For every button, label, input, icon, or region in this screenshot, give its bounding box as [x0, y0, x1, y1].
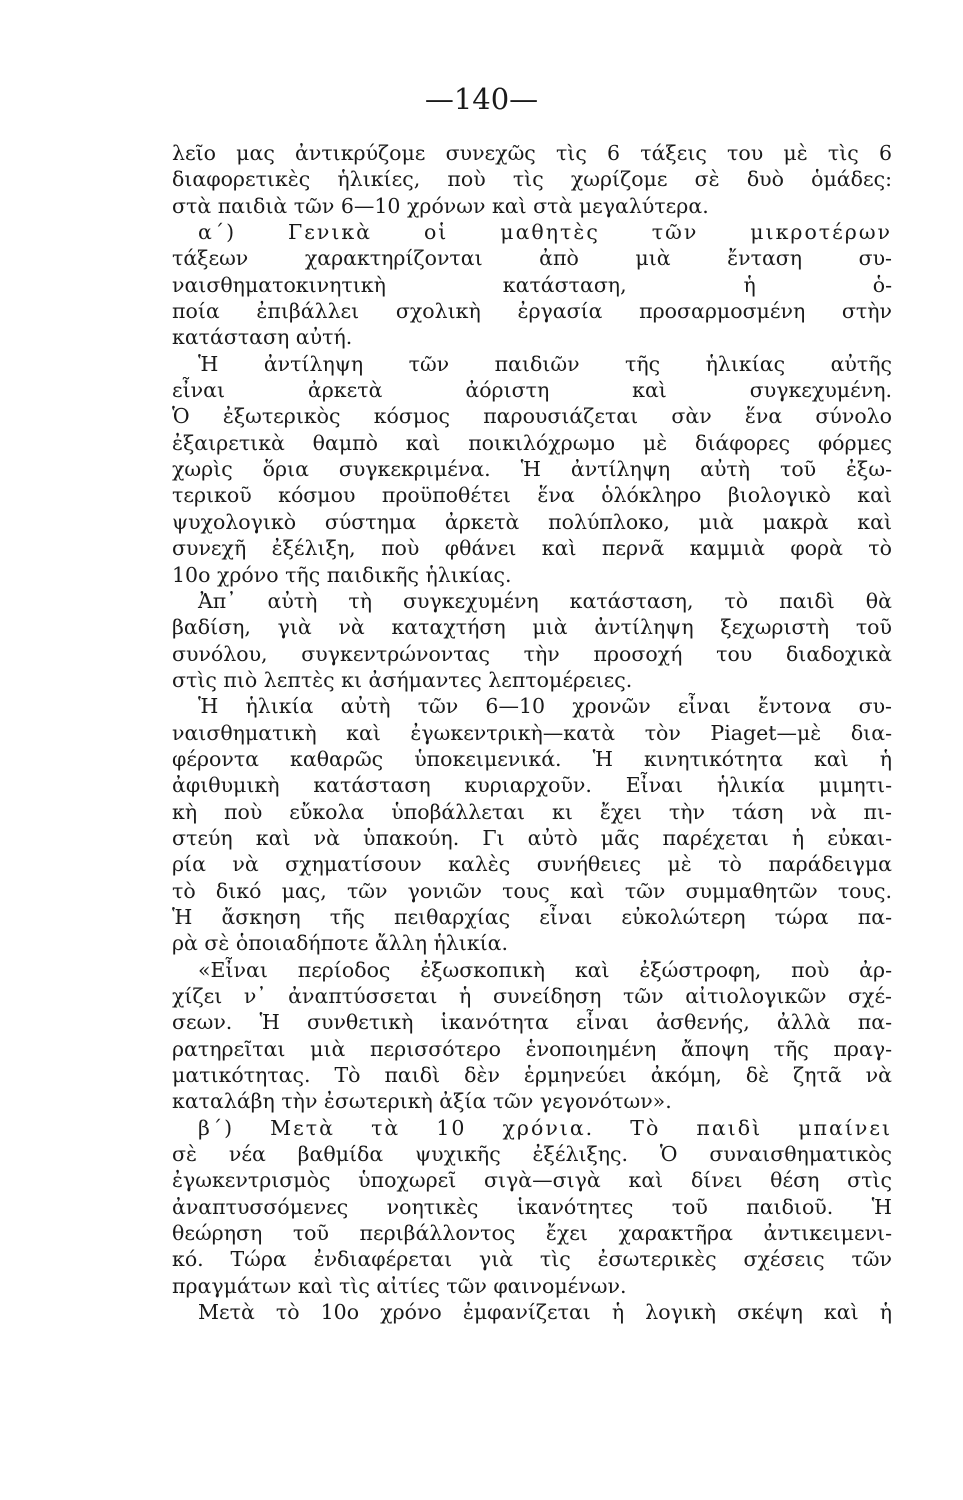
text-line: φέροντα καθαρῶς ὑποκειμενικά. Ἡ κινητικότητα καὶ ἡ [172, 746, 892, 771]
text-line: Ἡ ἄσκηση τῆς πειθαρχίας εἶναι εὐκολώτερη τώρα πα- [172, 904, 892, 929]
text-line: ἀναπτυσσόμενες νοητικὲς ἱκανότητες τοῦ παιδιοῦ. Ἡ [172, 1194, 892, 1219]
text-line: τὸ δικό μας, τῶν γονιῶν τους καὶ τῶν συμμαθητῶν τους. [172, 878, 892, 903]
text-line: «Εἶναι περίοδος ἐξωσκοπικὴ καὶ ἐξώστροφη, ποὺ ἀρ- [198, 957, 892, 982]
text-line: χωρὶς ὅρια συγκεκριμένα. Ἡ ἀντίληψη αὐτὴ τοῦ ἐξω- [172, 457, 892, 482]
text-line: διαφορετικὲς ἡλικίες, ποὺ τὶς χωρίζομε σὲ δυὸ ὁμάδες: [172, 167, 892, 192]
text-line: ψυχολογικὸ σύστημα ἀρκετὰ πολύπλοκο, μιὰ μακρὰ καὶ [172, 509, 892, 534]
text-line: ἐγωκεντρισμὸς ὑποχωρεῖ σιγὰ—σιγὰ καὶ δίνει θέση στὶς [172, 1168, 892, 1193]
text-line: ναισθηματοκινητικὴ κατάσταση, ἡ ὁ- [172, 272, 892, 297]
text-line: ναισθηματικὴ καὶ ἐγωκεντρικὴ—κατὰ τὸν Piaget—μὲ δια- [172, 720, 892, 745]
text-line: στὶς πιὸ λεπτὲς κι ἀσήμαντες λεπτομέρειες. [172, 667, 633, 692]
text-line: ρία νὰ σχηματίσουν καλὲς συνήθειες μὲ τὸ παράδειγμα [172, 852, 892, 877]
text-line: χίζει ν᾿ ἀναπτύσσεται ἡ συνείδηση τῶν αἰτιολογικῶν σχέ- [172, 984, 892, 1008]
text-line: τάξεων χαρακτηρίζονται ἀπὸ μιὰ ἔνταση συ- [172, 246, 892, 271]
text-line: ποία ἐπιβάλλει σχολικὴ ἐργασία προσαρμοσμένη στὴν [172, 299, 892, 324]
text-line: κό. Τώρα ἐνδιαφέρεται γιὰ τὶς ἐσωτερικὲς σχέσεις τῶν [172, 1247, 892, 1272]
text-line: συνόλου, συγκεντρώνοντας τὴν προσοχή του διαδοχικὰ [172, 641, 892, 666]
body-text [172, 140, 892, 1325]
text-line: στεύη καὶ νὰ ὑπακούη. Γι αὐτὸ μᾶς παρέχεται ἡ εὐκαι- [172, 825, 892, 850]
text-line: ἐξαιρετικὰ θαμπὸ καὶ ποικιλόχρωμο μὲ διάφορες φόρμες [172, 430, 892, 455]
text-line: πραγμάτων καὶ τὶς αἰτίες τῶν φαινομένων. [172, 1273, 627, 1298]
text-line: Μετὰ τὸ 10ο χρόνο ἐμφανίζεται ἡ λογικὴ σκέψη καὶ ἡ [198, 1300, 892, 1325]
text-line: στὰ παιδιὰ τῶν 6—10 χρόνων καὶ στὰ μεγαλύτερα. [172, 193, 709, 218]
text-line: βαδίση, γιὰ νὰ καταχτήση μιὰ ἀντίληψη ξεχωριστὴ τοῦ [172, 615, 892, 640]
text-line: συνεχῆ ἐξέλιξη, ποὺ φθάνει καὶ περνᾶ καμμιὰ φορὰ τὸ [172, 536, 892, 561]
text-line: λεῖο μας ἀντικρύζομε συνεχῶς τὶς 6 τάξεις του μὲ τὶς 6 [172, 141, 892, 165]
text-line: 10ο χρόνο τῆς παιδικῆς ἡλικίας. [172, 562, 512, 587]
text-line: κὴ ποὺ εὔκολα ὑποβάλλεται κι ἔχει τὴν τάση νὰ πι- [172, 799, 892, 824]
text-line: ρὰ σὲ ὁποιαδήποτε ἄλλη ἡλικία. [172, 931, 509, 956]
section-heading-line: β΄) Μετὰ τὰ 10 χρόνια. Τὸ παιδὶ μπαίνει [198, 1115, 892, 1140]
text-line: ρατηρεῖται μιὰ περισσότερο ἑνοποιημένη ἄποψη τῆς πραγ- [172, 1036, 892, 1061]
text-line: Ὁ ἐξωτερικὸς κόσμος παρουσιάζεται σὰν ἕνα σύνολο [172, 404, 892, 429]
text-line: ματικότητας. Τὸ παιδὶ δὲν ἑρμηνεύει ἀκόμη, δὲ ζητᾶ νὰ [172, 1063, 892, 1088]
section-heading-line: α΄) Γενικὰ οἱ μαθητὲς τῶν μικροτέρων [198, 220, 892, 245]
text-line: Ἡ ἀντίληψη τῶν παιδιῶν τῆς ἡλικίας αὐτῆς [198, 351, 892, 376]
text-line: Ἡ ἡλικία αὐτὴ τῶν 6—10 χρονῶν εἶναι ἔντονα συ- [198, 694, 892, 719]
text-line: ἀφιθυμικὴ κατάσταση κυριαρχοῦν. Εἶναι ἡλικία μιμητι- [172, 773, 892, 798]
text-line: Ἀπ᾿ αὐτὴ τὴ συγκεχυμένη κατάσταση, τὸ παιδὶ θὰ [198, 588, 892, 613]
page-number: —140— [424, 82, 539, 116]
text-line: εἶναι ἀρκετὰ ἀόριστη καὶ συγκεχυμένη. [172, 378, 892, 403]
text-line: τερικοῦ κόσμου προϋποθέτει ἕνα ὁλόκληρο βιολογικὸ καὶ [172, 483, 892, 508]
text-line: θεώρηση τοῦ περιβάλλοντος ἔχει χαρακτῆρα ἀντικειμενι- [172, 1221, 892, 1246]
text-line: σεων. Ἡ συνθετικὴ ἱκανότητα εἶναι ἀσθενής, ἀλλὰ πα- [172, 1010, 892, 1035]
text-line: κατάσταση αὐτή. [172, 325, 353, 350]
text-line: σὲ νέα βαθμίδα ψυχικῆς ἐξέλιξης. Ὁ συναισθηματικὸς [172, 1142, 892, 1167]
text-line: καταλάβη τὴν ἐσωτερικὴ ἀξία τῶν γεγονότων». [172, 1089, 672, 1114]
